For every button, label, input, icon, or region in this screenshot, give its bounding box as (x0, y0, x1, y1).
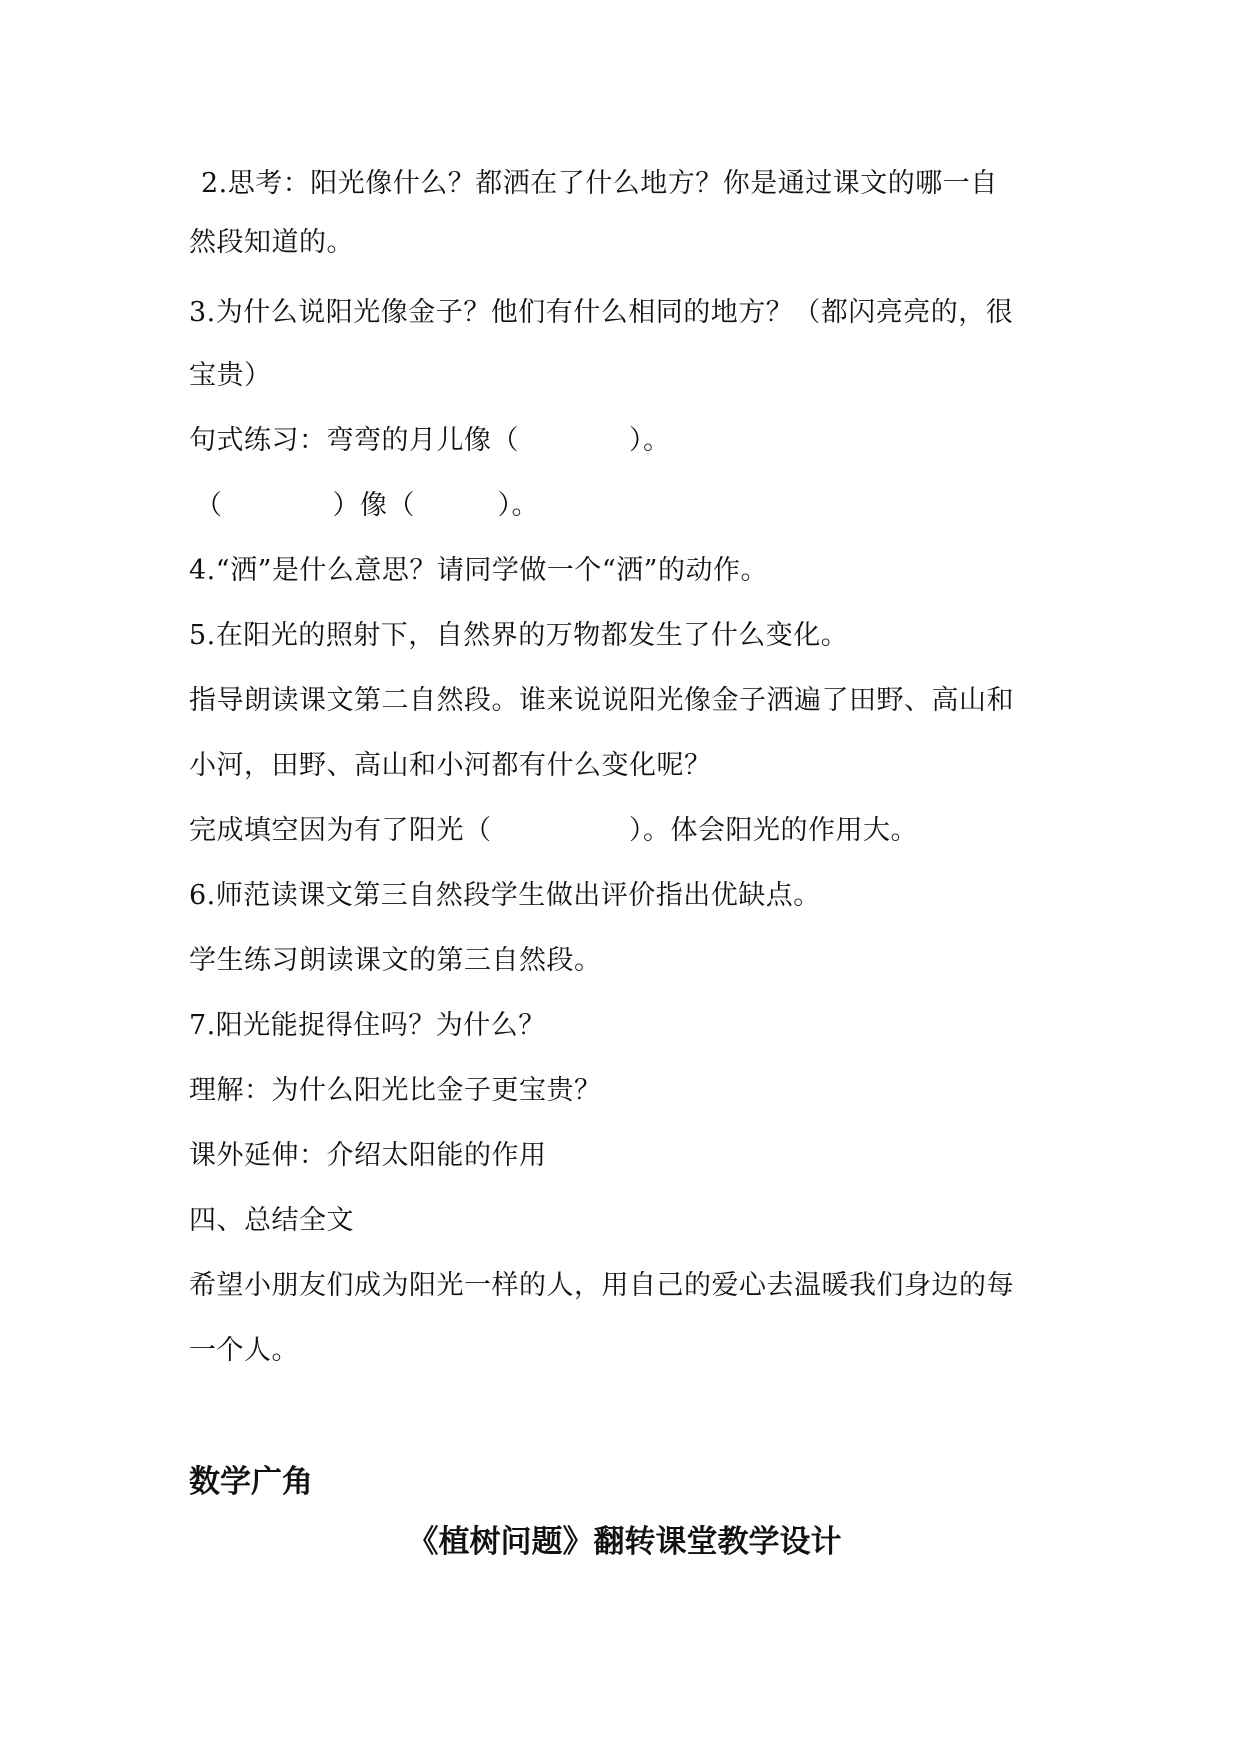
text-line: 然段知道的。 (189, 227, 354, 258)
text-line: 句式练习：弯弯的月儿像（ ）。 (189, 425, 671, 456)
text-line: 小河，田野、高山和小河都有什么变化呢？ (189, 750, 712, 781)
text-line: （ ）像（ ）。 (195, 490, 539, 521)
text-line: 指导朗读课文第二自然段。谁来说说阳光像金子洒遍了田野、高山和 (189, 685, 1014, 716)
text-line: 2.思考：阳光像什么？都洒在了什么地方？你是通过课文的哪一自 (201, 168, 998, 199)
section-heading: 数学广角 (189, 1464, 313, 1500)
text-line: 课外延伸：介绍太阳能的作用 (189, 1140, 547, 1171)
lesson-title: 《植树问题》翻转课堂教学设计 (407, 1524, 842, 1560)
text-line: 理解：为什么阳光比金子更宝贵？ (189, 1075, 602, 1106)
text-line: 5.在阳光的照射下，自然界的万物都发生了什么变化。 (189, 620, 849, 651)
text-line: 3.为什么说阳光像金子？他们有什么相同的地方？（都闪亮亮的，很 (189, 297, 1014, 328)
text-line: 希望小朋友们成为阳光一样的人，用自己的爱心去温暖我们身边的每 (189, 1270, 1014, 1301)
text-line: 学生练习朗读课文的第三自然段。 (189, 945, 602, 976)
text-line: 7.阳光能捉得住吗？为什么？ (189, 1010, 546, 1041)
text-line: 一个人。 (189, 1335, 299, 1366)
text-line: 宝贵） (189, 360, 272, 391)
text-line: 四、总结全文 (189, 1205, 354, 1236)
text-line: 6.师范读课文第三自然段学生做出评价指出优缺点。 (189, 880, 821, 911)
text-line: 4.“洒”是什么意思？请同学做一个“洒”的动作。 (189, 555, 768, 586)
text-line: 完成填空因为有了阳光（ ）。体会阳光的作用大。 (189, 815, 918, 846)
